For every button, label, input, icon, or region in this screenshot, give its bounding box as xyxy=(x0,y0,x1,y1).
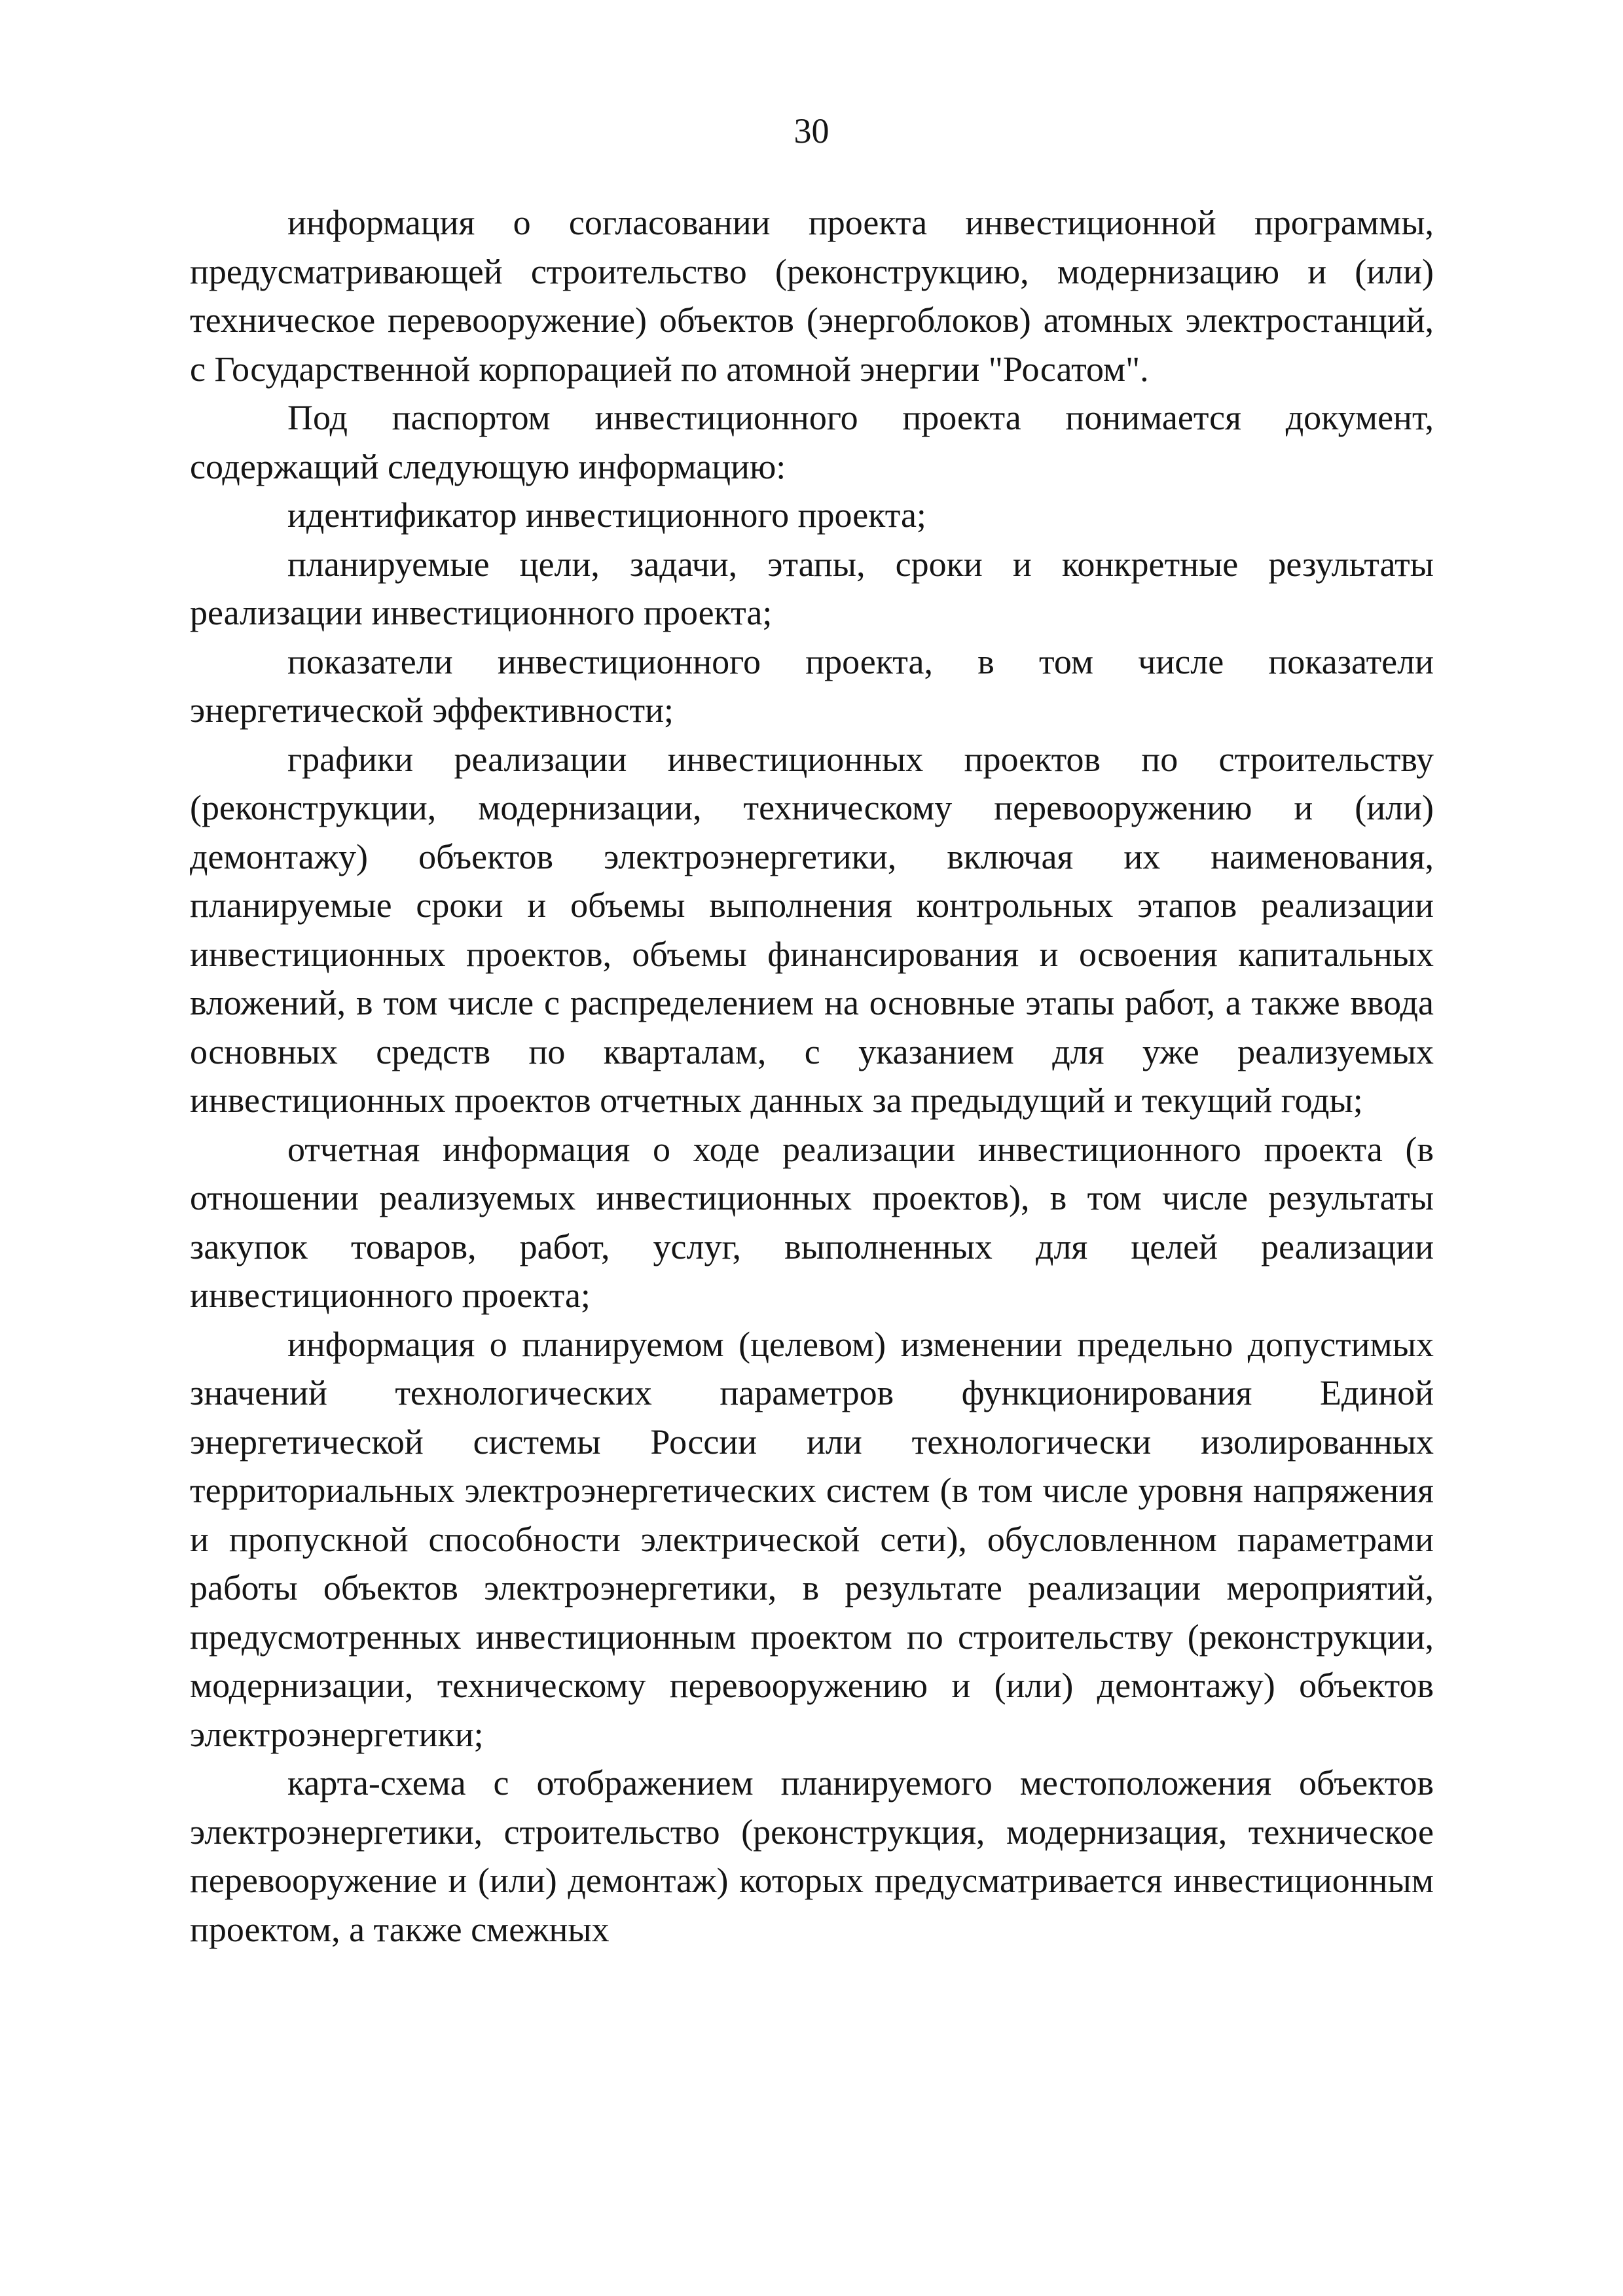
paragraph-project-identifier: идентификатор инвестиционного проекта; xyxy=(287,495,926,535)
paragraph-project-indicators: показатели инвестиционного проекта, в том числе показатели энергетической эффективности; xyxy=(190,641,1434,730)
paragraph-location-map: карта-схема с отображением планируемого местоположения объектов электроэнергетики, строительство (реконструкция, модернизация, техническое перевооружение и (или) демонтаж) которых предусматривается инвестиционным проектом, а также смежных xyxy=(190,1763,1434,1949)
document-body xyxy=(190,198,1434,1954)
paragraph-passport-definition: Под паспортом инвестиционного проекта понимается документ, содержащий следующую информацию: xyxy=(190,398,1434,486)
paragraph-planned-goals: планируемые цели, задачи, этапы, сроки и конкретные результаты реализации инвестиционного проекта; xyxy=(190,544,1434,632)
paragraph-progress-report: отчетная информация о ходе реализации инвестиционного проекта (в отношении реализуемых инвестиционных проектов), в том числе результаты закупок товаров, работ, услуг, выполненных для целей реализации инвестиционного проекта; xyxy=(190,1129,1434,1315)
page-number: 30 xyxy=(793,111,830,151)
paragraph-parameter-changes: информация о планируемом (целевом) изменении предельно допустимых значений технологических параметров функционирования Единой энергетической системы России или технологически изолированных территориальных электроэнергетических систем (в том числе уровня напряжения и пропускной способности электрической сети), обусловленном параметрами работы объектов электроэнергетики, в результате реализации мероприятий, предусмотренных инвестиционным проектом по строительству (реконструкции, модернизации, техническому перевооружению и (или) демонтажу) объектов электроэнергетики; xyxy=(190,1324,1434,1754)
paragraph-rosatom-approval: информация о согласовании проекта инвестиционной программы, предусматривающей строительство (реконструкцию, модернизацию и (или) техническое перевооружение) объектов (энергоблоков) атомных электростанций, с Государственной корпорацией по атомной энергии "Росатом". xyxy=(190,203,1434,389)
paragraph-implementation-schedules: графики реализации инвестиционных проектов по строительству (реконструкции, модернизации, техническому перевооружению и (или) демонтажу) объектов электроэнергетики, включая их наименования, планируемые сроки и объемы выполнения контрольных этапов реализации инвестиционных проектов, объемы финансирования и освоения капитальных вложений, в том числе с распределением на основные этапы работ, а также ввода основных средств по кварталам, с указанием для уже реализуемых инвестиционных проектов отчетных данных за предыдущий и текущий годы; xyxy=(190,739,1434,1120)
